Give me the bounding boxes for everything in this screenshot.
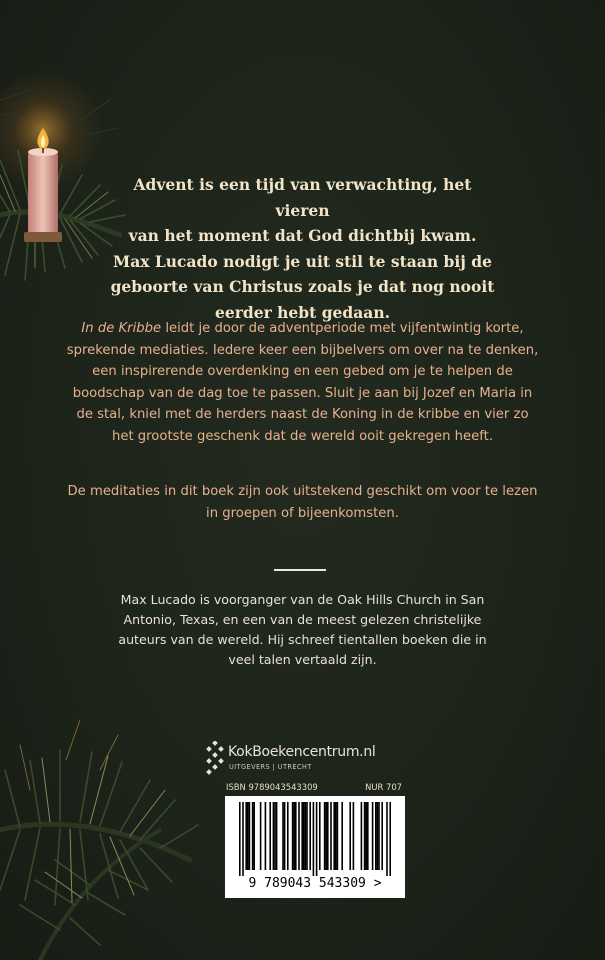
barcode-bar xyxy=(265,802,267,870)
barcode-bar xyxy=(274,802,276,870)
kok-boekencentrum-logo-icon xyxy=(204,741,226,775)
barcode-bar xyxy=(269,802,271,870)
barcode-bar xyxy=(386,802,388,876)
intro-line: van het moment dat God dichtbij kwam. xyxy=(128,226,477,245)
intro-line: geboorte van Christus zoals je dat nog nooit xyxy=(110,277,495,296)
barcode-bar xyxy=(349,802,351,870)
publisher-subtitle: UITGEVERS | UTRECHT xyxy=(229,763,312,771)
barcode-bar xyxy=(305,802,307,870)
barcode-bars xyxy=(229,802,401,876)
barcode-bar xyxy=(298,802,300,870)
barcode-bar xyxy=(249,802,251,870)
divider-line xyxy=(274,569,326,571)
author-bio: Max Lucado is voorganger van de Oak Hills Church in San Antonio, Texas, en een van de meest gelezen christelijke auteurs van de wereld. Hij schreef tientallen boeken die in veel talen vertaald zijn. xyxy=(118,592,487,667)
intro-line: Advent is een tijd van verwachting, het vieren xyxy=(133,175,472,220)
barcode-bar xyxy=(327,802,329,870)
barcode-bar xyxy=(242,802,244,876)
barcode-bar xyxy=(293,802,295,870)
publisher-name: KokBoekencentrum.nl xyxy=(228,744,376,760)
meditations-paragraph: De meditaties in dit boek zijn ook uitstekend geschikt om voor te lezen in groepen of bijeenkomsten. xyxy=(67,484,538,521)
publisher-block xyxy=(204,741,424,777)
barcode-bar xyxy=(292,802,294,870)
barcode-bar xyxy=(377,802,379,870)
barcode-bar xyxy=(252,802,254,870)
barcode-bar xyxy=(381,802,383,870)
barcode-bar xyxy=(306,802,308,870)
barcode-bar xyxy=(247,802,249,870)
intro-line: eerder hebt gedaan. xyxy=(215,302,390,322)
barcode-bar xyxy=(341,802,343,870)
barcode-bar xyxy=(313,802,315,876)
isbn-line xyxy=(226,782,402,796)
barcode-bar xyxy=(335,802,337,870)
barcode-bar xyxy=(245,802,247,870)
intro-blurb xyxy=(110,172,495,325)
barcode-bar xyxy=(333,802,335,870)
isbn-label: ISBN 9789043543309 xyxy=(226,782,318,792)
barcode-bar xyxy=(260,802,262,870)
barcode-bar xyxy=(309,802,311,870)
barcode-bar xyxy=(330,802,332,870)
barcode-bar xyxy=(287,802,289,870)
description-text: leidt je door de adventperiode met vijfentwintig korte, sprekende mediaties. Iedere keer een bijbelvers om over na te denken, een inspirerende overdenking en een gebed om je te helpen de boodschap van de dag toe te passen. Sluit je aan bij Jozef en Maria in de stal, kniel met de herders naast de Koning in de kribbe en vier zo het grootste geschenk dat de wereld ooit gekregen heeft. xyxy=(66,321,539,444)
top-left-branch xyxy=(0,70,125,280)
barcode-bar xyxy=(324,802,326,870)
barcode-bar xyxy=(378,802,380,870)
barcode-bar xyxy=(353,802,355,870)
barcode-bar xyxy=(364,802,366,870)
barcode-bar xyxy=(239,802,241,876)
barcode-bar xyxy=(367,802,369,870)
barcode-bar xyxy=(253,802,255,870)
barcode-bar xyxy=(365,802,367,870)
barcode-bar xyxy=(303,802,305,870)
book-title-italic: In de Kribbe xyxy=(81,321,162,336)
barcode-bar xyxy=(325,802,327,870)
barcode-bar xyxy=(361,802,363,870)
barcode-bar xyxy=(284,802,286,870)
nur-label: NUR 707 xyxy=(365,782,402,792)
barcode-bar xyxy=(319,802,321,870)
barcode-digits: 9 789043 543309 > xyxy=(248,876,382,891)
barcode-bar xyxy=(301,802,303,870)
barcode-bar xyxy=(316,802,318,876)
barcode-bar xyxy=(273,802,275,870)
barcode-bar xyxy=(372,802,374,870)
barcode-bar xyxy=(276,802,278,870)
barcode-bar xyxy=(375,802,377,870)
barcode-bar xyxy=(337,802,339,870)
description-paragraph xyxy=(64,318,541,448)
barcode-bar xyxy=(389,802,391,876)
barcode-bar xyxy=(295,802,297,870)
intro-line: Max Lucado nodigt je uit stil te staan bij de xyxy=(113,251,492,271)
barcode xyxy=(225,796,405,898)
bottom-left-branch xyxy=(0,720,198,960)
barcode-bar xyxy=(282,802,284,870)
